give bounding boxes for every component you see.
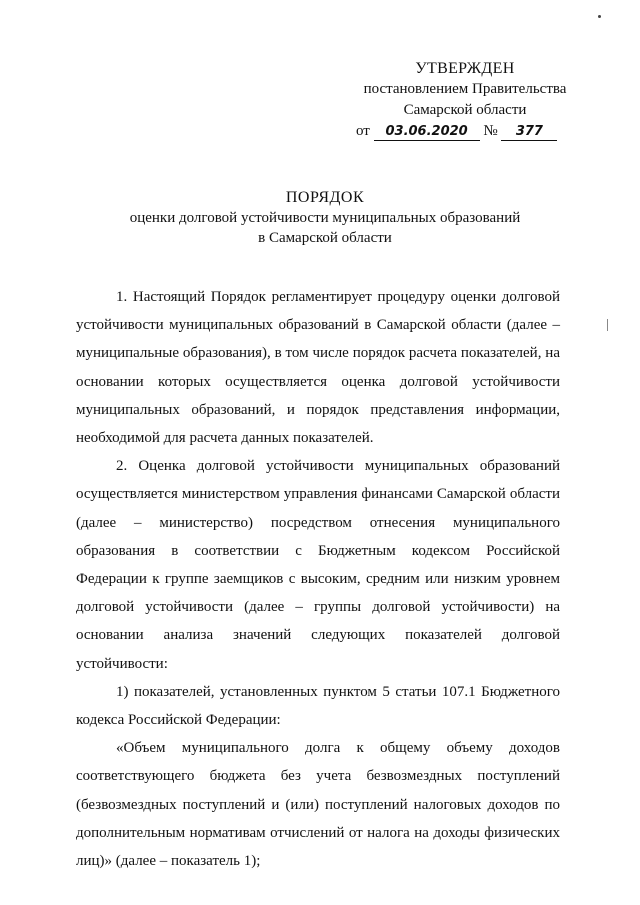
- title-sub-1: оценки долговой устойчивости муниципальных образований: [129, 210, 521, 226]
- document-body: [76, 283, 560, 875]
- scan-speck: [598, 15, 601, 18]
- approval-date-number-line: [340, 121, 590, 142]
- approval-line-2: Самарской области: [403, 102, 527, 118]
- paragraph-2: 2. Оценка долговой устойчивости муниципальных образований осуществляется министерством управления финансами Самарской области (далее – министерство) посредством отнесения муниципального образования в соответствии с Бюджетным кодексом Российской Федерации к группе заемщиков с высоким, средним или низким уровнем долговой устойчивости (далее – группы долговой устойчивости) на основании анализа значений следующих показателей долговой устойчивости:: [76, 458, 560, 672]
- approval-stamp: УТВЕРЖДЕН: [415, 60, 515, 77]
- from-prefix: от: [356, 123, 370, 139]
- paragraph-3: 1) показателей, установленных пунктом 5 статьи 107.1 Бюджетного кодекса Российской Федерации:: [76, 683, 560, 729]
- handwritten-number: 377: [501, 124, 557, 141]
- approval-line-1: постановлением Правительства: [363, 81, 567, 97]
- paragraph-4: «Объем муниципального долга к общему объему доходов соответствующего бюджета без учета безвозмездных поступлений (безвозмездных поступлений и (или) поступлений налоговых доходов по дополнительным нормативам отчислений от налога на доходы физических лиц)» (далее – показатель 1);: [76, 740, 560, 870]
- title-main: ПОРЯДОК: [285, 189, 365, 206]
- handwritten-date: 03.06.2020: [374, 124, 480, 141]
- paragraph-1: 1. Настоящий Порядок регламентирует процедуру оценки долговой устойчивости муниципальных образований в Самарской области (далее – муниципальные образования), в том числе порядок расчета показателей, на основании которых осуществляется оценка долговой устойчивости муниципальных образований, и порядок представления информации, необходимой для расчета данных показателей.: [76, 289, 560, 447]
- margin-mark: [607, 319, 608, 331]
- document-title: [75, 188, 575, 248]
- title-sub-2: в Самарской области: [258, 230, 392, 246]
- number-prefix: №: [483, 123, 498, 139]
- approval-block: [340, 58, 590, 142]
